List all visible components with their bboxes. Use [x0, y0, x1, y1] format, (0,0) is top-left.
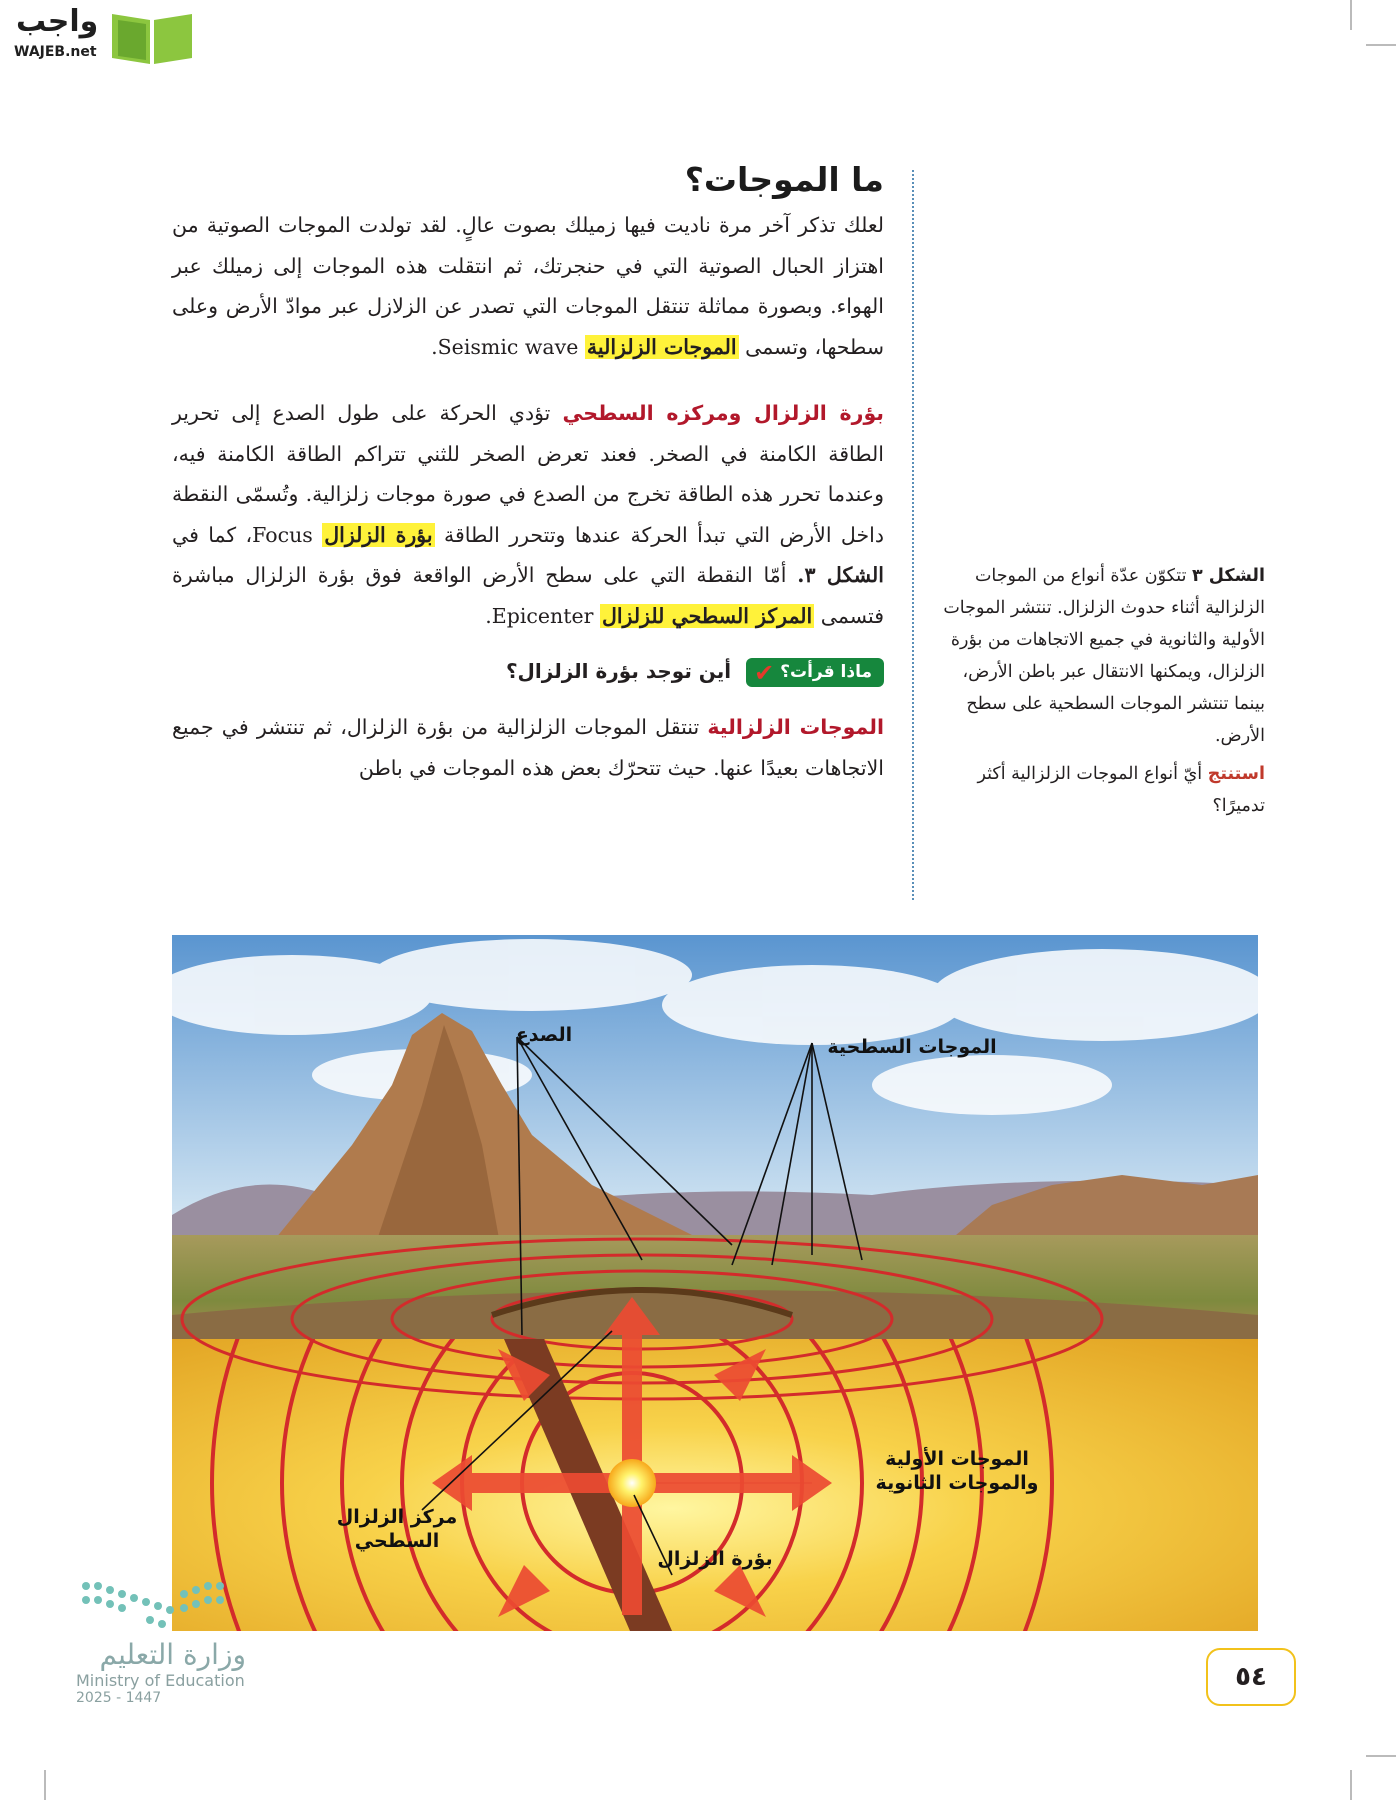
label-epicenter: مركز الزلزال السطحي	[336, 1506, 458, 1552]
ministry-dots-icon	[76, 1576, 246, 1634]
crop-mark	[1350, 1770, 1352, 1800]
earthquake-illustration	[172, 935, 1258, 1631]
checkmark-icon: ✔	[754, 659, 775, 687]
ministry-arabic: وزارة التعليم	[99, 1638, 246, 1671]
figure-reference: الشكل ٣.	[797, 563, 884, 587]
waves-heading: الموجات الزلزالية	[707, 715, 884, 739]
figure-caption	[935, 560, 1265, 752]
label-fault: الصدع	[515, 1024, 573, 1046]
waves-text: تنتقل الموجات الزلزالية من بؤرة الزلزال، ثم تنتشر في جميع الاتجاهات بعيدًا عنها. حيث تتحرّك بعض هذه الموجات في باطن	[172, 715, 884, 780]
focus-heading: بؤرة الزلزال ومركزه السطحي	[562, 401, 885, 425]
ministry-logo	[76, 1576, 256, 1726]
term-focus: بؤرة الزلزال	[324, 522, 433, 547]
ministry-english: Ministry of Education	[76, 1671, 245, 1690]
main-column	[172, 160, 884, 788]
reading-check-badge	[746, 658, 884, 687]
infer-label: استنتج	[1207, 764, 1265, 784]
intro-paragraph	[172, 205, 884, 367]
focus-text-4: Epicenter.	[485, 603, 594, 628]
figure-label: الشكل ٣	[1192, 566, 1265, 586]
logo-arabic: واجب	[16, 4, 99, 39]
focus-point	[608, 1459, 656, 1507]
focus-text-2: Focus، كما في	[172, 522, 313, 547]
intro-term-en: Seismic wave.	[431, 334, 579, 359]
reading-check-question: أين توجد بؤرة الزلزال؟	[505, 659, 732, 683]
waves-paragraph	[172, 707, 884, 788]
logo-english: WAJEB.net	[14, 44, 97, 60]
infer-text: أيّ أنواع الموجات الزلزالية أكثر تدميرًا؟	[977, 764, 1265, 816]
label-focus: بؤرة الزلزال	[657, 1548, 773, 1570]
focus-paragraph	[172, 393, 884, 636]
term-epicenter: المركز السطحي للزلزال	[601, 603, 813, 628]
book-icon	[108, 6, 196, 66]
label-body-waves: الموجات الأولية والموجات الثانوية	[875, 1448, 1039, 1494]
crop-mark	[1366, 44, 1396, 46]
page-number: ٥٤	[1206, 1648, 1296, 1706]
figure-caption-sidebar	[935, 560, 1265, 822]
term-seismic-waves: الموجات الزلزالية	[586, 334, 737, 359]
infer-question	[935, 758, 1265, 822]
wajeb-logo	[10, 4, 190, 66]
crop-mark	[44, 1770, 46, 1800]
focus-text-3: أمّا النقطة التي على سطح الأرض الواقعة فوق بؤرة الزلزال مباشرة فتسمى	[172, 563, 884, 628]
reading-check	[172, 658, 884, 687]
page-title: ما الموجات؟	[684, 160, 884, 199]
crop-mark	[1366, 1755, 1396, 1757]
label-surface-waves: الموجات السطحية	[827, 1036, 997, 1058]
column-divider	[912, 170, 914, 900]
focus-text: تؤدي الحركة على طول الصدع إلى تحرير الطاقة الكامنة في الصخر. فعند تعرض الصخر للثني تتراكم الطاقة الكامنة فيه، وعندما تحرر هذه الطاقة تخرج من الصدع في صورة موجات زلزالية. وتُسمّى النقطة داخل الأرض التي تبدأ الحركة عندها وتتحرر الطاقة	[172, 401, 884, 547]
intro-text: لعلك تذكر آخر مرة ناديت فيها زميلك بصوت عالٍ. لقد تولدت الموجات الصوتية من اهتزاز الحبال الصوتية التي في حنجرتك، ثم انتقلت هذه الموجات إلى زميلك عبر الهواء. وبصورة مماثلة تنتقل الموجات التي تصدر عن الزلازل عبر موادّ الأرض وعلى سطحها، وتسمى	[172, 213, 884, 359]
crop-mark	[1350, 0, 1352, 30]
reading-check-label: ماذا قرأت؟	[780, 662, 872, 682]
ministry-year: 2025 - 1447	[76, 1690, 162, 1706]
caption-text: تتكوّن عدّة أنواع من الموجات الزلزالية أثناء حدوث الزلزال. تنتشر الموجات الأولية والثانوية في جميع الاتجاهات من بؤرة الزلزال، ويمكنها الانتقال عبر باطن الأرض، بينما تنتشر الموجات السطحية على سطح الأرض.	[943, 566, 1265, 746]
